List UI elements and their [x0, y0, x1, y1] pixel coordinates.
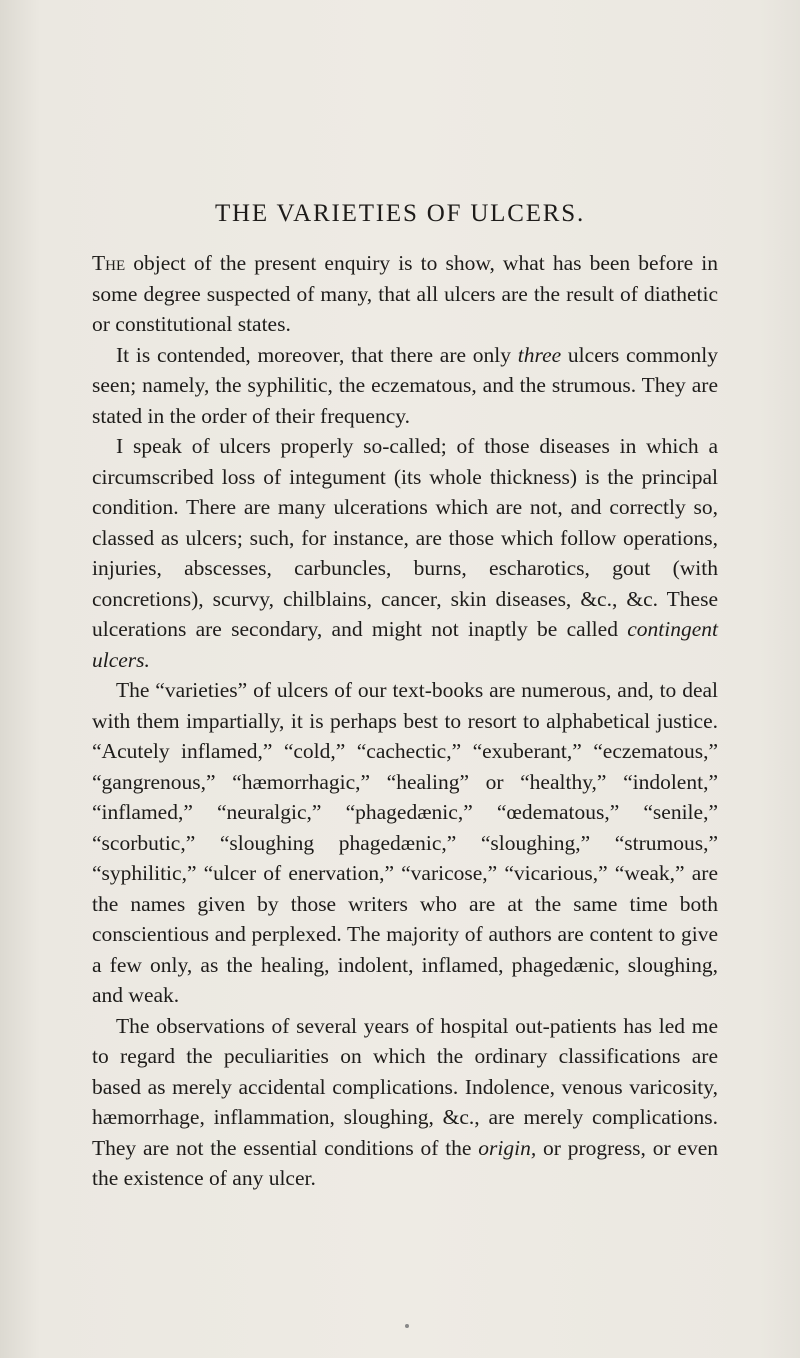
paragraph-2-emphasis: three	[517, 342, 562, 367]
paragraph-2-text-a: It is contended, moreover, that there are only	[116, 342, 518, 367]
paragraph-2-text-b: ulcers commonly seen; namely, the syphilitic, the eczematous, and the strumous. They are stated in the order of their frequency.	[92, 342, 718, 428]
paragraph-5-emphasis: origin,	[478, 1135, 537, 1160]
body-text	[92, 248, 718, 1194]
paragraph-1-lead: The	[92, 251, 126, 275]
paragraph-3-text: I speak of ulcers properly so-called; of those diseases in which a circumscribed loss of integument (its whole thickness) is the principal condition. There are many ulcerations which are not, and correctly so, classed as ulcers; such, for instance, are those which follow operations, injuries, abscesses, carbuncles, burns, escharotics, gout (with concretions), scurvy, chilblains, cancer, skin diseases, &c., &c. These ulcerations are secondary, and might not inaptly be called	[92, 434, 718, 641]
page-title: THE VARIETIES OF ULCERS.	[214, 200, 586, 227]
paragraph-3-emphasis: contingent ulcers.	[92, 617, 718, 672]
paragraph-5-text-b: or progress, or even the existence of any ulcer.	[92, 1135, 718, 1190]
paragraph-1	[92, 248, 718, 340]
paragraph-4: The “varieties” of ulcers of our text-books are numerous, and, to deal with them impartially, it is perhaps best to resort to alphabetical justice. “Acutely inflamed,” “cold,” “cachectic,” “exuberant,” “eczematous,” “gangrenous,” “hæmorrhagic,” “healing” or “healthy,” “indolent,” “inflamed,” “neuralgic,” “phagedænic,” “œdematous,” “senile,” “scorbutic,” “sloughing phagedænic,” “sloughing,” “strumous,” “syphilitic,” “ulcer of enervation,” “varicose,” “vicarious,” “weak,” are the names given by those writers who are at the same time both conscientious and perplexed. The majority of authors are content to give a few only, as the healing, indolent, inflamed, phagedænic, sloughing, and weak.	[92, 678, 718, 1007]
paragraph-1-text: object of the present enquiry is to show, what has been before in some degree suspected of many, that all ulcers are the result of diathetic or constitutional states.	[92, 251, 718, 336]
paragraph-3	[92, 431, 718, 675]
ink-speck	[405, 1324, 409, 1328]
paragraph-5	[92, 1011, 718, 1194]
paragraph-5-text-a: The observations of several years of hospital out-patients has led me to regard the peculiarities on which the ordinary classifications are based as merely accidental complications. Indolence, venous varicosity, hæmorrhage, inflammation, sloughing, &c., are merely complications. They are not the essential conditions of the	[92, 1013, 718, 1160]
paragraph-2	[92, 340, 718, 432]
